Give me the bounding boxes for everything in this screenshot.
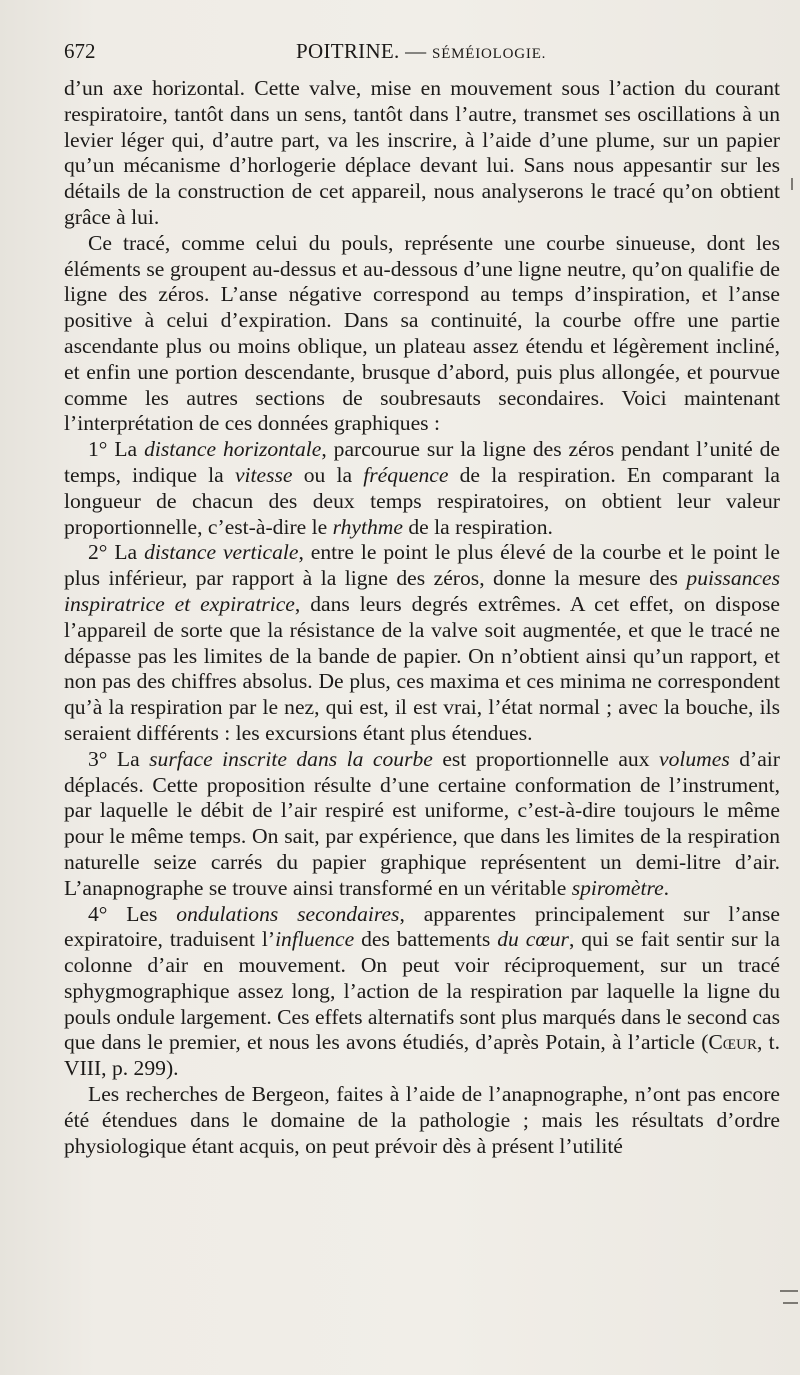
text-run: de la respiration. En comparant la longueur de chacun des deux temps respiratoires, on obtient leur valeur proportionnelle, c’est-à-dire le bbox=[64, 462, 781, 539]
margin-mark bbox=[791, 178, 793, 190]
text-run: des battements bbox=[354, 927, 498, 952]
paragraph-bergeon-research: Les recherches de Bergeon, faites à l’aide de l’anapnographe, n’ont pas encore été étendues dans le domaine de la pathologie ; mais les résultats d’ordre physiologique étant acquis, on peut prévoir dès à présent l’utilité bbox=[64, 1082, 780, 1158]
text-run: 3° La bbox=[88, 746, 150, 771]
margin-mark bbox=[780, 1290, 798, 1292]
italic-term: distance horizontale bbox=[144, 437, 322, 462]
italic-term: du cœur bbox=[497, 927, 569, 952]
italic-term: volumes bbox=[658, 746, 730, 771]
paragraph-secondary-undulations bbox=[64, 902, 780, 1083]
text-run: de la respiration. bbox=[402, 514, 553, 539]
text-run: , parcourue sur la ligne des zéros pendant l’unité de temps, indique la bbox=[64, 437, 780, 487]
italic-term: vitesse bbox=[234, 462, 293, 487]
page-number: 672 bbox=[64, 39, 96, 63]
text-run: ou la bbox=[292, 462, 364, 487]
italic-term: puissances inspiratrice et expiratrice bbox=[64, 566, 780, 616]
running-head bbox=[296, 36, 546, 69]
small-caps-reference: Cœur bbox=[708, 1030, 757, 1055]
italic-term: rhythme bbox=[332, 514, 403, 539]
italic-term: influence bbox=[275, 927, 355, 952]
italic-term: fréquence bbox=[363, 462, 449, 487]
paragraph-inscribed-surface bbox=[64, 747, 780, 902]
title-dash: — bbox=[405, 39, 427, 63]
section-title: SÉMÉIOLOGIE. bbox=[432, 46, 547, 62]
text-run: , entre le point le plus élevé de la courbe et le point le plus inférieur, par rapport à la ligne des zéros, donne la mesure des bbox=[64, 540, 780, 591]
margin-mark bbox=[783, 1302, 798, 1304]
text-run: . bbox=[663, 875, 670, 900]
italic-term: spiromètre bbox=[571, 875, 664, 900]
text-run: 4° Les bbox=[88, 901, 177, 926]
text-run: est proportionnelle aux bbox=[432, 746, 659, 771]
page-content bbox=[64, 36, 780, 1159]
paragraph-continued: d’un axe horizontal. Cette valve, mise en mouvement sous l’action du courant respiratoire, tantôt dans un sens, tantôt dans l’autre, transmet ses oscillations à un levier léger qui, d’autre part, va les inscrire, à l’aide d’une plume, sur un papier qu’un mécanisme d’horlogerie déplace devant lui. Sans nous appesantir sur les détails de la construction de cet appareil, nous analyserons le tracé qu’on obtient grâce à lui. bbox=[64, 76, 780, 229]
italic-term: surface inscrite dans la courbe bbox=[149, 746, 433, 771]
text-run: , apparentes principalement sur l’anse expiratoire, traduisent l’ bbox=[64, 901, 780, 952]
italic-term: distance verticale bbox=[144, 540, 299, 565]
paragraph-trace-description: Ce tracé, comme celui du pouls, représente une courbe sinueuse, dont les éléments se groupent au-dessus et au-dessous d’une ligne neutre, qu’on qualifie de ligne des zéros. L’anse négative correspond au temps d’inspiration, et l’anse positive à celui d’expiration. Dans sa continuité, la courbe offre une partie ascendante plus ou moins oblique, un plateau assez étendu et légèrement incliné, et enfin une portion descendante, brusque d’abord, puis plus allongée, et pourvue comme les autres sections de soubresauts secondaires. Voici maintenant l’interprétation de ces données graphiques : bbox=[64, 230, 780, 436]
text-run: , t. VIII, p. 299). bbox=[64, 1030, 780, 1081]
text-run: , dans leurs degrés extrêmes. A cet effet, on dispose l’appareil de sorte que la résistance de la valve soit augmentée, et que le tracé ne dépasse pas les limites de la bande de papier. On n’obtient ainsi qu’un rapport, et non pas des chiffres absolus. De plus, ces maxima et ces minima ne correspondent qu’à la respiration par le nez, qui est, il est vrai, l’état normal ; avec la bouche, ils seraient différents : les excursions étant plus étendues. bbox=[64, 591, 780, 745]
running-title: POITRINE. bbox=[296, 39, 400, 63]
page-header bbox=[64, 36, 780, 66]
text-run: , qui se fait sentir sur la colonne d’air en mouvement. On peut voir réciproquement, sur un tracé sphygmographique assez long, l’action de la respiration par laquelle la ligne du pouls ondule largement. Ces effets alternatifs sont plus marqués dans le second cas que dans le premier, et nous les avons étudiés, d’après Potain, à l’article ( bbox=[64, 927, 781, 1055]
paragraph-horizontal-distance bbox=[64, 437, 780, 540]
text-run: 2° La bbox=[88, 540, 145, 565]
paragraph-vertical-distance bbox=[64, 540, 780, 746]
text-run: 1° La bbox=[88, 437, 145, 462]
text-run: d’air déplacés. Cette proposition résulte d’une certaine conformation de l’instrument, par laquelle le débit de l’air respiré est uniforme, c’est-à-dire toujours le même pour le même temps. On sait, par expérience, que dans les limites de la respiration naturelle seize carrés du papier graphique représentent un demi-litre d’air. L’anapnographe se trouve ainsi transformé en un véritable bbox=[64, 746, 780, 900]
italic-term: ondulations secondaires bbox=[176, 901, 400, 926]
